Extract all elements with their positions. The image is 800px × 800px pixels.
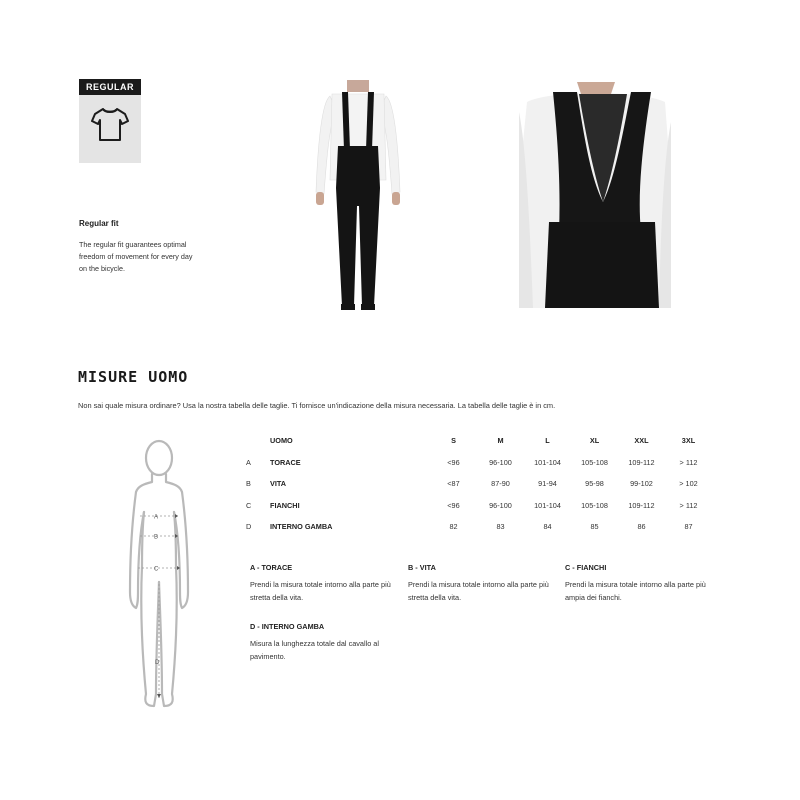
note-fianchi [565, 563, 715, 604]
table-cell: 82 [449, 522, 458, 532]
table-cell: 87-90 [491, 479, 510, 489]
product-photo-front [308, 80, 408, 312]
size-table [246, 430, 712, 538]
table-row [246, 516, 712, 538]
table-cell: 105-108 [581, 457, 608, 467]
note-text: Prendi la misura totale intorno alla parte più stretta della vita. [250, 580, 391, 602]
table-cell: 85 [590, 522, 599, 532]
size-table-header [246, 430, 712, 452]
table-cell: 109-112 [628, 500, 655, 510]
fit-badge-label: REGULAR [79, 79, 141, 95]
note-torace [250, 563, 400, 604]
row-letter: C [246, 500, 252, 510]
size-header: 3XL [681, 436, 696, 446]
product-photo-back [519, 82, 671, 310]
table-cell: <87 [447, 479, 460, 489]
size-table-header-label: UOMO [270, 436, 293, 446]
size-header: M [497, 436, 504, 446]
row-letter: B [246, 479, 251, 489]
note-title: D - INTERNO GAMBA [250, 622, 325, 631]
fit-badge [79, 79, 141, 163]
section-title: MISURE UOMO [78, 368, 189, 386]
table-cell: <96 [447, 500, 460, 510]
table-cell: 87 [684, 522, 693, 532]
table-cell: 86 [637, 522, 646, 532]
table-cell: 101-104 [534, 457, 561, 467]
note-interno-gamba [250, 622, 400, 663]
table-cell: > 112 [679, 457, 698, 467]
row-name: TORACE [270, 457, 301, 467]
table-cell: > 112 [679, 500, 698, 510]
size-header: XL [589, 436, 600, 446]
table-row [246, 452, 712, 474]
figure-label-c: C [154, 566, 159, 573]
table-row [246, 473, 712, 495]
figure-label-a: A [154, 514, 159, 521]
size-header: XXL [634, 436, 649, 446]
table-cell: 91-94 [538, 479, 557, 489]
row-letter: D [246, 522, 252, 532]
note-title: C - FIANCHI [565, 563, 607, 572]
size-header: L [545, 436, 550, 446]
note-vita [408, 563, 558, 604]
figure-label-b: B [154, 534, 159, 541]
table-cell: > 102 [679, 479, 698, 489]
size-header: S [451, 436, 456, 446]
row-letter: A [246, 457, 251, 467]
table-cell: 99-102 [630, 479, 653, 489]
row-name: INTERNO GAMBA [270, 522, 333, 532]
note-title: A - TORACE [250, 563, 293, 572]
table-row [246, 495, 712, 517]
table-cell: 101-104 [534, 500, 561, 510]
fit-description: The regular fit guarantees optimal freedom of movement for every day on the bicycle. [79, 240, 193, 273]
note-title: B - VITA [408, 563, 436, 572]
fit-title: Regular fit [79, 219, 119, 228]
tshirt-icon [91, 106, 129, 142]
table-cell: 109-112 [628, 457, 655, 467]
figure-label-d: D [155, 660, 160, 666]
table-cell: 96-100 [489, 457, 512, 467]
table-cell: 105-108 [581, 500, 608, 510]
table-cell: 84 [543, 522, 552, 532]
note-text: Misura la lunghezza totale dal cavallo al pavimento. [250, 639, 379, 661]
row-name: VITA [270, 479, 287, 489]
table-cell: 95-98 [585, 479, 604, 489]
section-intro: Non sai quale misura ordinare? Usa la nostra tabella delle taglie. Ti fornisce un'indicazione della misura necessaria. La tabella delle taglie è in cm. [78, 401, 556, 410]
note-text: Prendi la misura totale intorno alla parte più ampia dei fianchi. [565, 580, 706, 602]
body-measurement-figure [126, 432, 192, 712]
row-name: FIANCHI [270, 500, 300, 510]
table-cell: <96 [447, 457, 460, 467]
note-text: Prendi la misura totale intorno alla parte più stretta della vita. [408, 580, 549, 602]
table-cell: 83 [496, 522, 505, 532]
table-cell: 96-100 [489, 500, 512, 510]
